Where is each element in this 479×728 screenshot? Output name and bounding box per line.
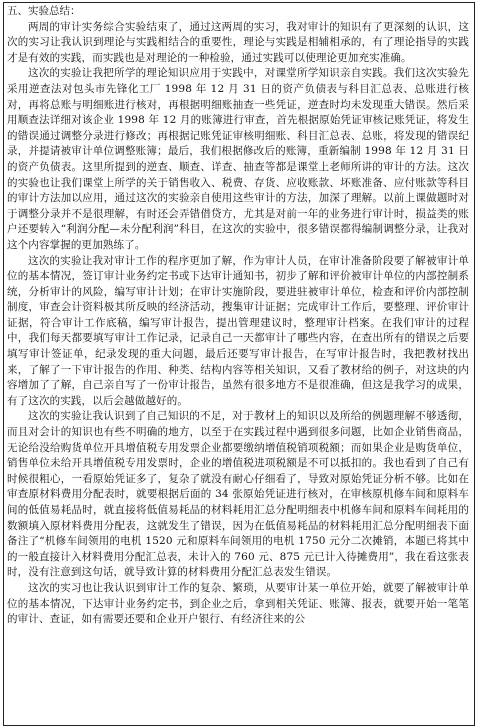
section-heading: 五、实验总结： [7, 5, 81, 17]
paragraph-audit-procedure: 这次的实验让我对审计工作的程序更加了解，作为审计人员，在审计准备阶段要了解被审计单位的基本情况，签订审计业务约定书或下达审计通知书，初步了解和评价被审计单位的内部控制系统，分析审计的风险，编写审计计划；在审计实施阶段，要进驻被审计单位，检查和评价内部控制制度，审查会计资料极其所反映的经济活动，搜集审计证据；完成审计工作后，要整理、评价审计证据，符合审计工作底稿，编写审计报告，提出管理建议时，整理审计档案。在我们审计的过程中，我们每天都要填写审计工作记录，记录自己一天都审计了哪些内容，在查出所有的错误之后要填写审计签证单，纪录发现的重大问题，最后还要写审计报告，在写审计报告时，我把教材找出来，了解了一下审计报告的作用、种类、结构内容等相关知识，又看了教材给的例子，对这块的内容增加了了解，自己亲自写了一份审计报告，虽然有很多地方不是很准确，但这是我学习的成果，有了这次的实践，以后会越做越好的。 [7, 254, 469, 407]
paragraph-shortcomings: 这次的实验让我认识到了自己知识的不足，对于教材上的知识以及所给的例题理解不够透彻，而且对会计的知识也有些不明确的地方，以至于在实践过程中遇到很多问题，比如企业销售商品，无论给没给购货单位开具增值税专用发票企业都要缴纳增值税销项税额；而如果企业是购货单位，销售单位未给开具增值税专用发票时，企业的增值税进项税额是不可以抵扣的。我也看到了自己有时候很粗心，一看原始凭证多了，复杂了就没有耐心仔细看了，导致对原始凭证分析不够。比如在审查原材料费用分配表时，就要根据后面的 34 张原始凭证进行核对，在审核原机修车间和原料车间的低值易耗品时，就直接将低值易耗品的材料耗用汇总分配明细表中机修车间和原料车间耗用的数额填入原材料费用分配表，这就发生了错误，因为在低值易耗品的材料耗用汇总分配明细表下面备注了“机修车间领用的电机 1520 元和原料车间领用的电机 1750 元分二次摊销，本题已将其中的一般直接计入材料费用分配汇总表，未计入的 760 元、875 元已计入待摊费用”，我在看这张表时，没有注意到这句话，就导致计算的材料费用分配汇总表发生错误。 [7, 410, 469, 579]
paragraph-audit-methods: 这次的实验让我把所学的理论知识应用于实践中，对课堂所学知识亲自实践。我们这次实验先采用逆查法对包头市先锋化工厂 1998 年 12 月 31 日的资产负债表与科目汇总表、总账进行核对，再将总账与明细账进行核对，再根据明细账抽查一些凭证，逆查时均未发现重大错误。然后采用顺查法详细对该企业 1998 年 12 月的账簿进行审查，首先根据原始凭证审核记账凭证，将发生的错误通过调整分录进行修改；再根据记账凭证审核明细账、科目汇总表、总账，将发现的错误纪录，并提请被审计单位调整账簿；最后，我们根据修改后的账簿，重新编制 1998 年 12 月 31 日的资产负债表。这里所提到的逆查、顺查、详查、抽查等都是课堂上老师所讲的审计的方法。这次的实验也让我们课堂上所学的关于销售收入、税费、存货、应收账款、坏账准备、应付账款等科目的审计方法加以应用，通过这次的实验亲自使用这些审计的方法，加深了理解。以前上课做题时对于调整分录并不是很理解，有时还会弄错借贷方，尤其是对前一年的业务进行审计时，损益类的账户还要转入“利润分配—未分配利润”科目，在这次的实验中，很多错误都得编制调整分录，让我对这个内容掌握的更加熟练了。 [7, 67, 469, 251]
paragraph-complexity: 这次的实习也让我认识到审计工作的复杂、繁琐，从要审计某一单位开始，就要了解被审计单位的基本情况，下达审计业务约定书，到企业之后，拿到相关凭证、账簿、报表，就要开始一笔笔的审计、查证，如有需要还要和企业开户银行、有经济往来的公 [7, 581, 469, 626]
document-page [3, 2, 475, 726]
paragraph-intro: 两周的审计实务综合实验结束了，通过这两周的实习，我对审计的知识有了更深刻的认识，这次的实习让我认识到理论与实践相结合的重要性，理论与实践是相辅相承的，有了理论指导的实践才是有效的实践，而实践也是对理论的一种检验，通过实践可以使理论更加充实准确。 [7, 20, 469, 64]
